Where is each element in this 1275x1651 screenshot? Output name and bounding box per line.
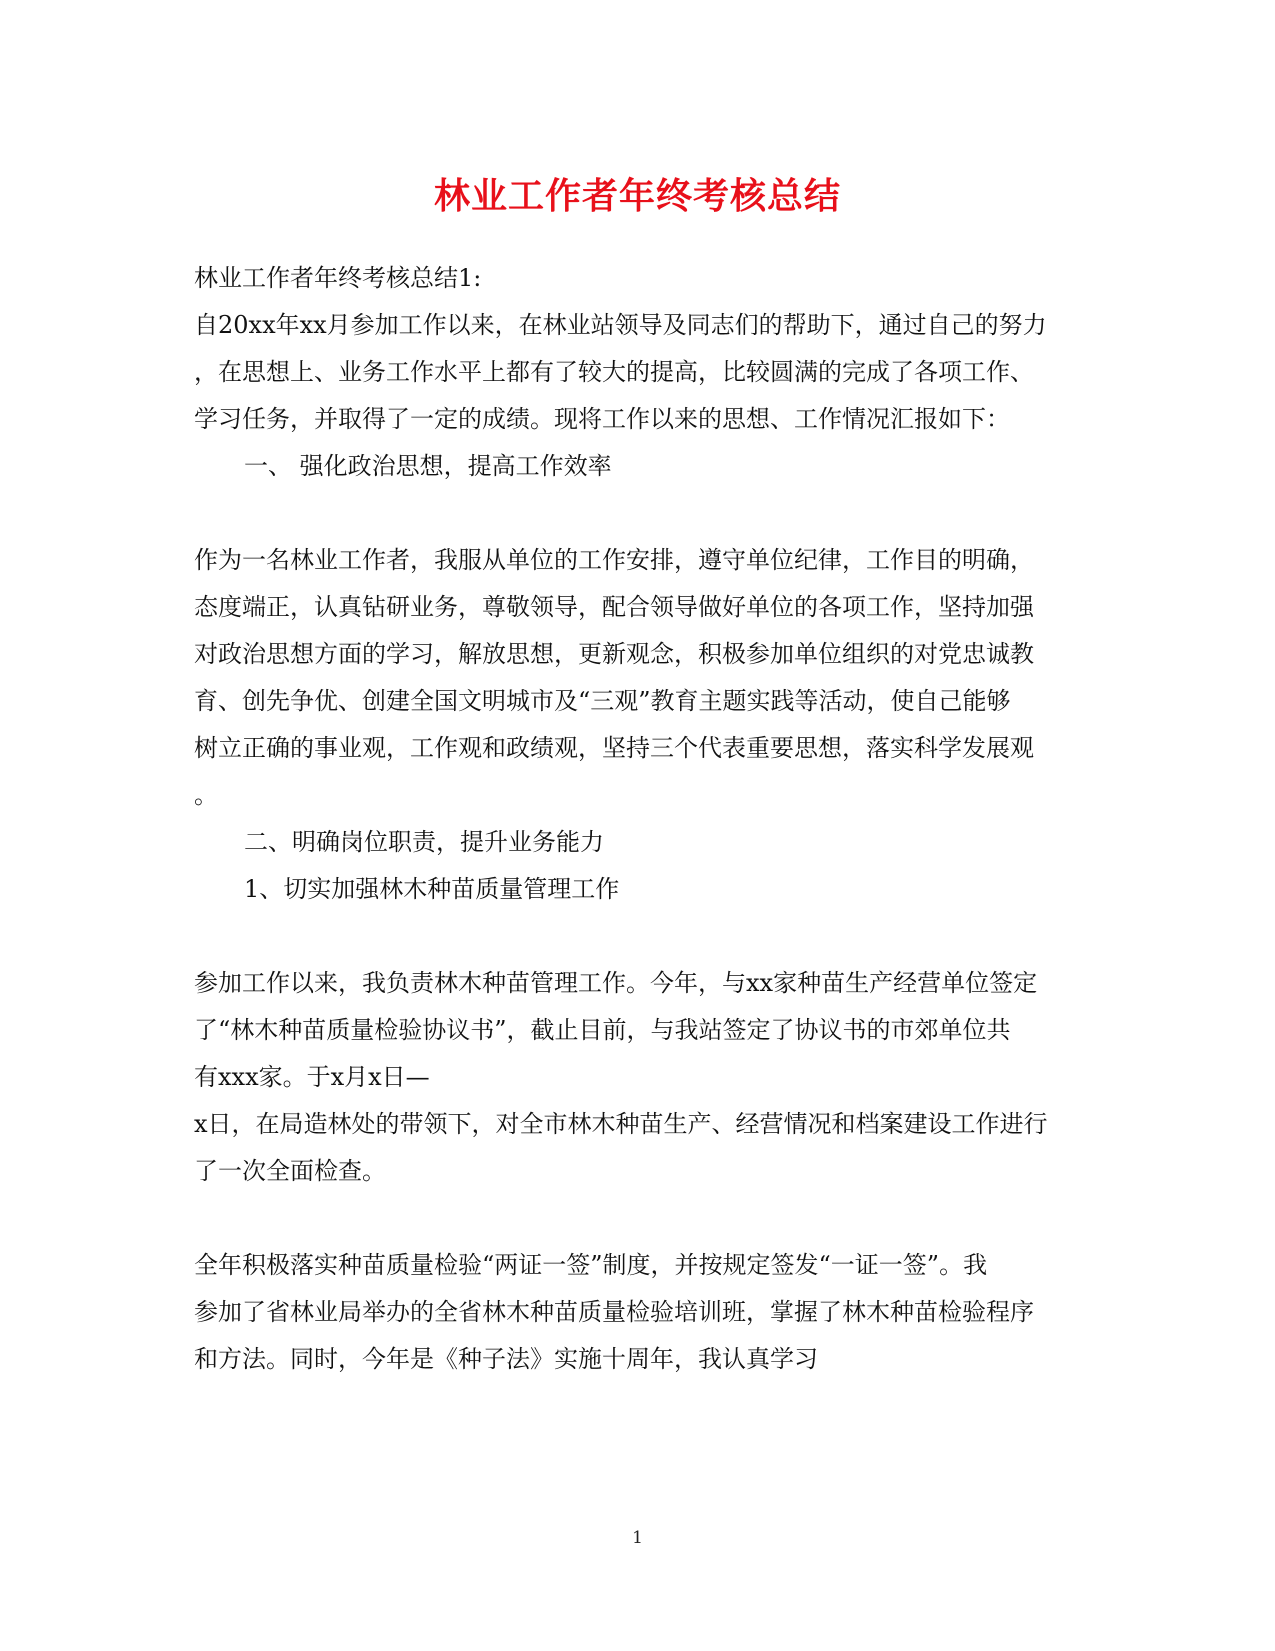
paragraph-line: 态度端正，认真钻研业务，尊敬领导，配合领导做好单位的各项工作，坚持加强 xyxy=(194,593,1034,621)
paragraph-line: 参加了省林业局举办的全省林木种苗质量检验培训班，掌握了林木种苗检验程序 xyxy=(194,1298,1034,1326)
paragraph-line: 作为一名林业工作者，我服从单位的工作安排，遵守单位纪律，工作目的明确， xyxy=(194,546,1034,574)
paragraph-line: 全年积极落实种苗质量检验“两证一签”制度，并按规定签发“一证一签”。我 xyxy=(194,1251,988,1279)
paragraph-line: 了一次全面检查。 xyxy=(194,1157,386,1185)
page-number: 1 xyxy=(632,1528,643,1548)
paragraph-line: 育、创先争优、创建全国文明城市及“三观”教育主题实践等活动，使自己能够 xyxy=(194,687,1011,715)
document-title: 林业工作者年终考核总结 xyxy=(433,175,841,217)
paragraph-line: 树立正确的事业观，工作观和政绩观，坚持三个代表重要思想，落实科学发展观 xyxy=(194,734,1034,762)
paragraph-line: 对政治思想方面的学习，解放思想，更新观念，积极参加单位组织的对党忠诚教 xyxy=(194,640,1034,668)
paragraph-line: ，在思想上、业务工作水平上都有了较大的提高，比较圆满的完成了各项工作、 xyxy=(194,358,1034,386)
document-body xyxy=(194,255,1094,1383)
paragraph-spacer xyxy=(194,1195,1094,1242)
paragraph-spacer xyxy=(194,490,1094,537)
paragraph-line: 和方法。同时，今年是《种子法》实施十周年，我认真学习 xyxy=(194,1345,818,1373)
paragraph-line: 参加工作以来，我负责林木种苗管理工作。今年，与xx家种苗生产经营单位签定 xyxy=(194,969,1038,997)
paragraph-line: 自20xx年xx月参加工作以来，在林业站领导及同志们的帮助下，通过自己的努力 xyxy=(194,311,1047,339)
section-heading: 林业工作者年终考核总结1: xyxy=(194,264,482,292)
paragraph-line: 了“林木种苗质量检验协议书”，截止目前，与我站签定了协议书的市郊单位共 xyxy=(194,1016,1011,1044)
paragraph-spacer xyxy=(194,913,1094,960)
paragraph-line: 有xxx家。于x月x日— xyxy=(194,1063,430,1091)
subheading-two: 二、明确岗位职责，提升业务能力 xyxy=(244,828,604,856)
subheading-item-one: 1、切实加强林木种苗质量管理工作 xyxy=(244,875,620,903)
paragraph-line: 。 xyxy=(194,781,218,809)
paragraph-line: 学习任务，并取得了一定的成绩。现将工作以来的思想、工作情况汇报如下： xyxy=(194,405,1010,433)
paragraph-line: x日，在局造林处的带领下，对全市林木种苗生产、经营情况和档案建设工作进行 xyxy=(194,1110,1048,1138)
subheading-one: 一、 强化政治思想，提高工作效率 xyxy=(244,452,612,480)
